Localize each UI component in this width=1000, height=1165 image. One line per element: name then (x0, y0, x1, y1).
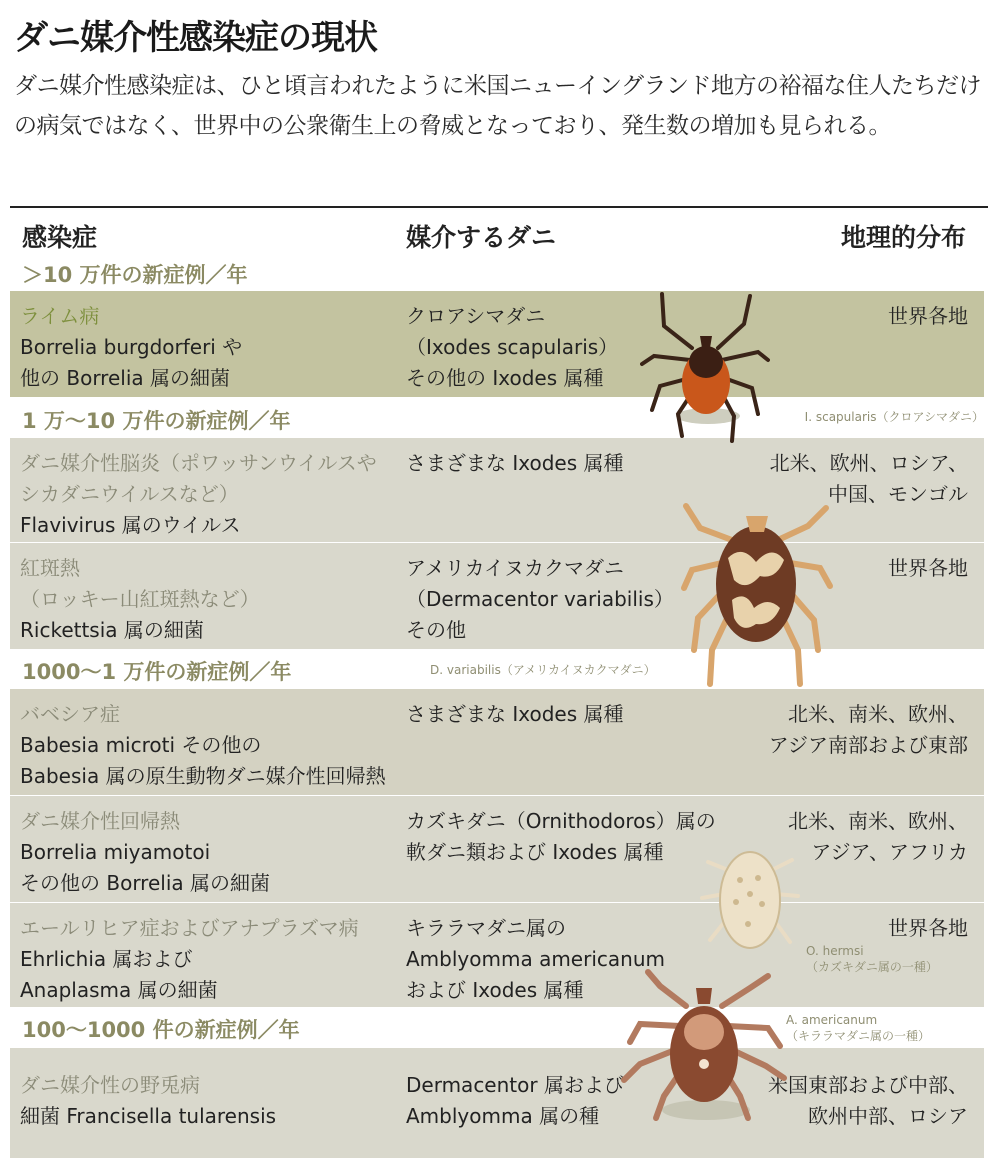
disease-cell (20, 448, 420, 541)
tick-line: Amblyomma americanum (406, 947, 665, 971)
caption-variabilis: D. variabilis（アメリカイヌカクマダニ） (430, 663, 656, 677)
tick-line: Dermacentor 属および (406, 1073, 624, 1097)
pathogen-line: Borrelia miyamotoi (20, 840, 211, 864)
soft-tick-illustration (700, 840, 800, 960)
caption-hermsi (806, 943, 938, 975)
distribution-cell (728, 699, 968, 761)
disease-name: バベシア症 (20, 702, 120, 726)
tick-line: その他の Ixodes 属種 (406, 366, 604, 390)
disease-name: 紅斑熱 (20, 556, 80, 580)
tick-cell (406, 699, 766, 730)
tick-line: アメリカイヌカクマダニ (406, 556, 624, 580)
tick-line: クロアシマダニ (406, 304, 546, 328)
tick-cell (406, 448, 766, 479)
table-row-relapsing-fever (10, 795, 984, 902)
distribution-line: 北米、南米、欧州、 (788, 809, 968, 833)
group-header: 1000〜1 万件の新症例／年 (22, 660, 292, 684)
disease-cell (20, 553, 420, 646)
pathogen-line: 他の Borrelia 属の細菌 (20, 366, 230, 390)
distribution-line: 世界各地 (888, 304, 968, 328)
caption-line: A. americanum (786, 1013, 878, 1027)
pathogen-line: Anaplasma 属の細菌 (20, 978, 218, 1002)
blacklegged-tick-illustration (640, 286, 770, 451)
tick-line: さまざまな Ixodes 属種 (406, 702, 624, 726)
dog-tick-illustration (680, 500, 835, 690)
disease-cell (20, 301, 420, 394)
disease-cell (20, 806, 420, 899)
caption-line: O. hermsi (806, 944, 864, 958)
distribution-line: 欧州中部、ロシア (808, 1104, 968, 1128)
pathogen-line: Babesia microti その他の (20, 733, 262, 757)
group-header: ＞10 万件の新症例／年 (22, 263, 248, 287)
column-header-disease: 感染症 (22, 223, 98, 252)
disease-name: （ロッキー山紅斑熱など） (20, 587, 260, 611)
tick-line: および Ixodes 属種 (406, 978, 584, 1002)
tick-line: キララマダニ属の (406, 916, 566, 940)
disease-cell (20, 913, 420, 1006)
tick-line: 軟ダニ類および Ixodes 属種 (406, 840, 664, 864)
distribution-line: 北米、欧州、ロシア、 (769, 451, 968, 475)
tick-line: さまざまな Ixodes 属種 (406, 451, 624, 475)
table-row-tularemia (10, 1047, 984, 1158)
distribution-line: アジア南部および東部 (768, 733, 968, 757)
caption-scapularis: I. scapularis（クロアシマダニ） (804, 410, 984, 424)
distribution-line: アジア、アフリカ (811, 840, 968, 864)
tick-line: （Dermacentor variabilis） (406, 587, 674, 611)
disease-cell (20, 1070, 420, 1132)
disease-name: エールリヒア症およびアナプラズマ病 (20, 916, 359, 940)
distribution-line: 世界各地 (888, 916, 968, 940)
tick-line: その他 (406, 618, 466, 642)
tick-line: （Ixodes scapularis） (406, 335, 619, 359)
pathogen-line: Rickettsia 属の細菌 (20, 618, 204, 642)
lone-star-tick-illustration (600, 968, 800, 1128)
distribution-line: 米国東部および中部、 (768, 1073, 968, 1097)
tick-line: カズキダニ（Ornithodoros）属の (406, 809, 716, 833)
column-header-tick: 媒介するダニ (406, 223, 557, 252)
caption-americanum (786, 1012, 930, 1044)
table-row-spotted-fever (10, 542, 984, 649)
group-header: 100〜1000 件の新症例／年 (22, 1018, 300, 1042)
tick-line: Amblyomma 属の種 (406, 1104, 600, 1128)
distribution-line: 中国、モンゴル (828, 482, 968, 506)
column-header-distribution: 地理的分布 (840, 223, 966, 252)
disease-name: ダニ媒介性回帰熱 (20, 809, 180, 833)
pathogen-line: Flavivirus 属のウイルス (20, 513, 241, 537)
disease-name: ダニ媒介性の野兎病 (20, 1073, 200, 1097)
pathogen-line: その他の Borrelia 属の細菌 (20, 871, 270, 895)
pathogen-line: Babesia 属の原生動物ダニ媒介性回帰熱 (20, 764, 386, 788)
page-title: ダニ媒介性感染症の現状 (14, 18, 377, 58)
table-row-babesiosis (10, 688, 984, 795)
caption-line: （キララマダニ属の一種） (786, 1029, 931, 1043)
table-row-tbe (10, 437, 984, 542)
group-header: 1 万〜10 万件の新症例／年 (22, 409, 291, 433)
table-row-lyme (10, 290, 984, 397)
disease-name: シカダニウイルスなど） (20, 482, 239, 506)
disease-name: ライム病 (20, 304, 100, 328)
caption-line: （カズキダニ属の一種） (806, 960, 938, 974)
pathogen-line: 細菌 Francisella tularensis (20, 1104, 277, 1128)
intro-paragraph: ダニ媒介性感染症は、ひと頃言われたように米国ニューイングランド地方の裕福な住人たちだけの病気ではなく、世界中の公衆衛生上の脅威となっており、発生数の増加も見られる。 (14, 73, 982, 139)
table-top-rule (10, 206, 988, 208)
distribution-line: 北米、南米、欧州、 (788, 702, 968, 726)
pathogen-line: Ehrlichia 属および (20, 947, 193, 971)
pathogen-line: Borrelia burgdorferi や (20, 335, 243, 359)
disease-cell (20, 699, 420, 792)
distribution-line: 世界各地 (888, 556, 968, 580)
disease-name: ダニ媒介性脳炎（ポワッサンウイルスや (20, 451, 377, 475)
